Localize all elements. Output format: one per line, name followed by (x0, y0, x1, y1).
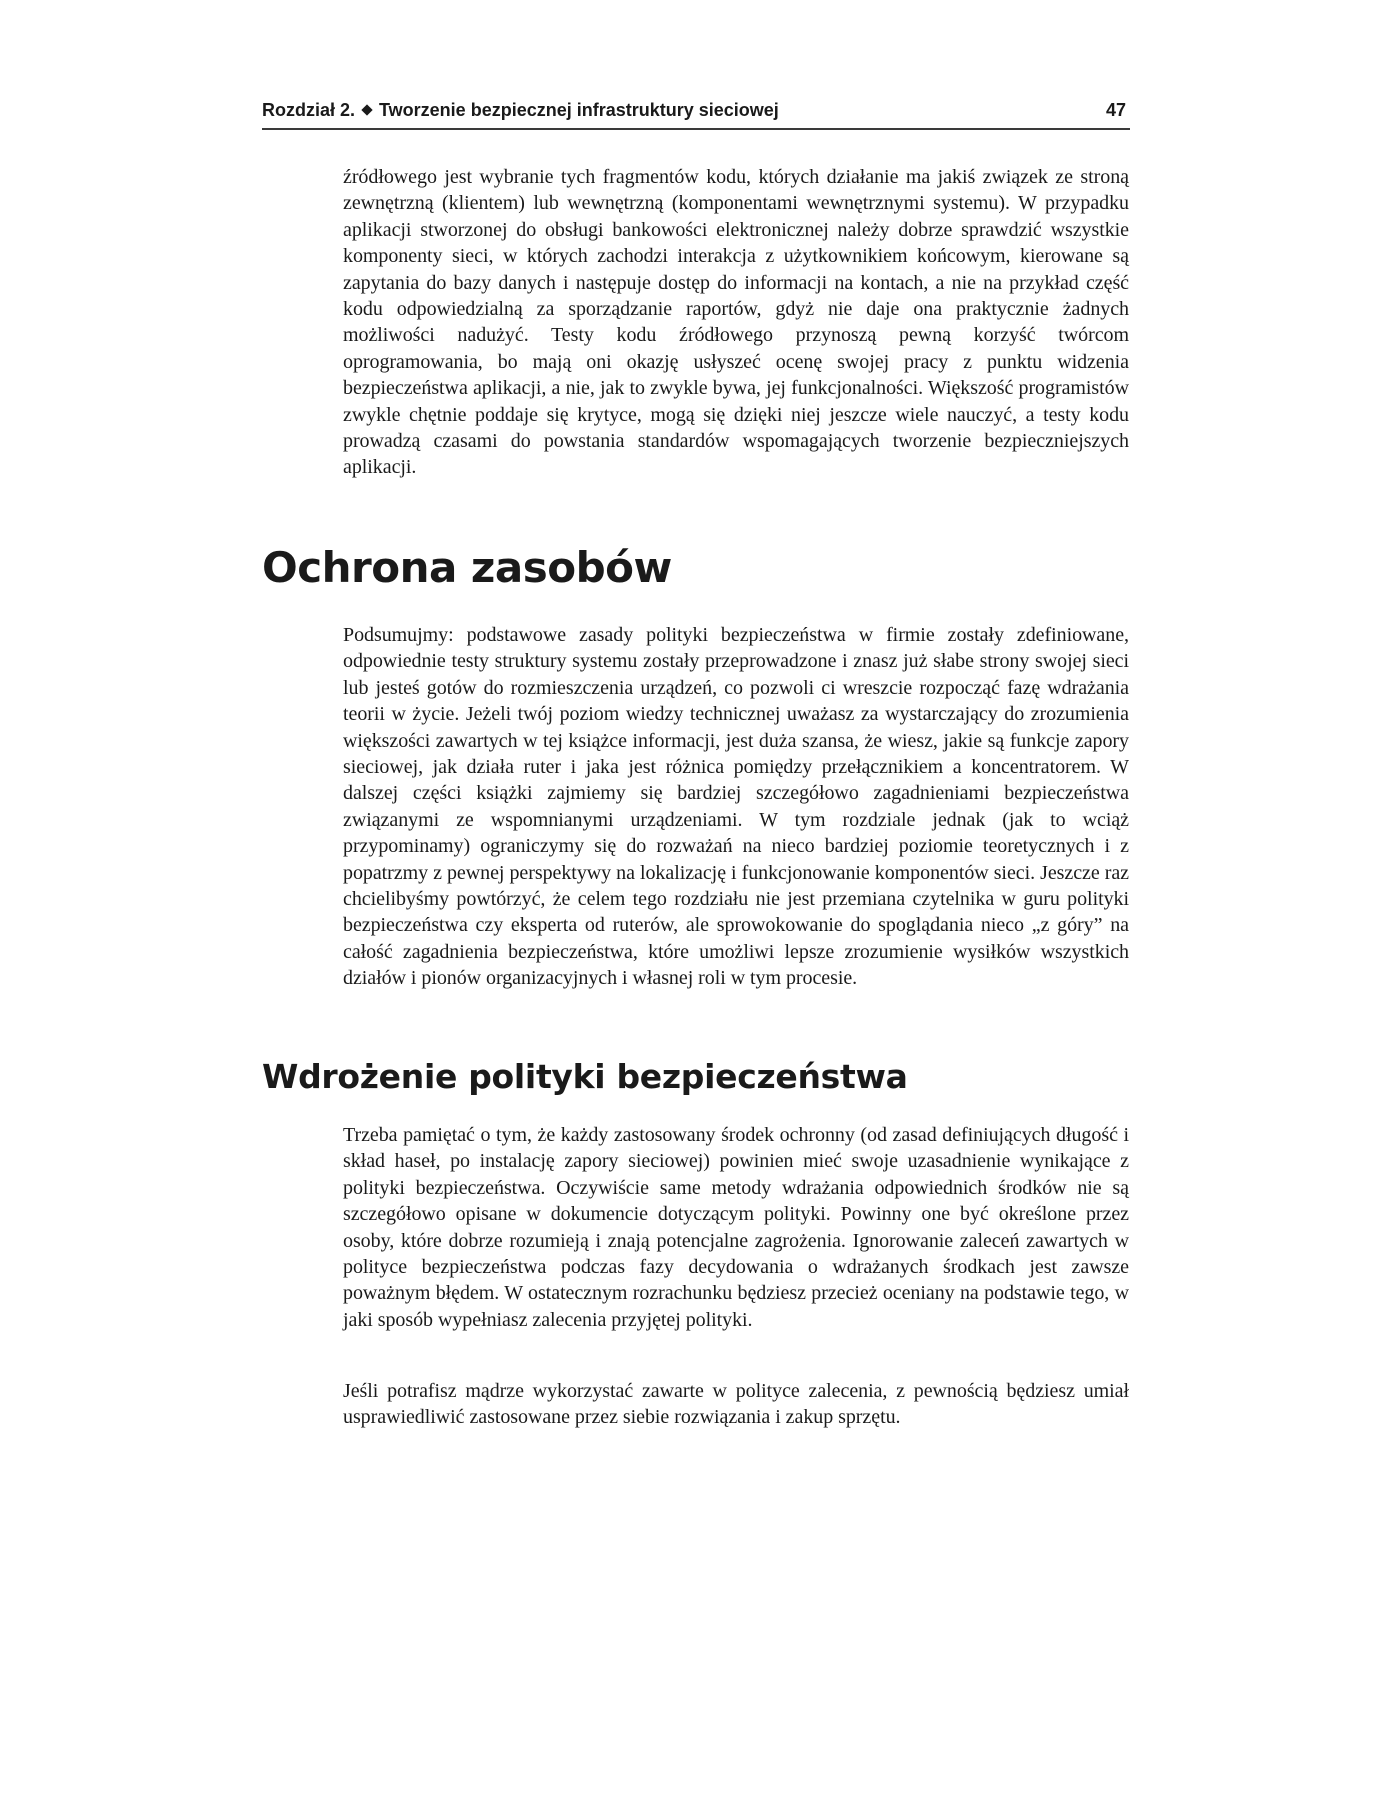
section2-paragraph-2: Jeśli potrafisz mądrze wykorzystać zawarte w polityce zalecenia, z pewnością będziesz umiał usprawiedliwić zastosowane przez siebie rozwiązania i zakup sprzętu. (343, 1380, 1129, 1429)
section1-paragraph: Podsumujmy: podstawowe zasady polityki bezpieczeństwa w firmie zostały zdefiniowane, odpowiednie testy struktury systemu zostały przeprowadzone i znasz już słabe strony swojej sieci lub jesteś gotów do rozmieszczenia urządzeń, co pozwoli ci wreszcie rozpocząć fazę wdrażania teorii w życie. Jeżeli twój poziom wiedzy technicznej uważasz za wystarczający do zrozumienia większości zawartych w tej książce informacji, jest duża szansa, że wiesz, jakie są funkcje zapory sieciowej, jak działa ruter i jaka jest różnica pomiędzy przełącznikiem a koncentratorem. W dalszej części książki zajmiemy się bardziej szczegółowo zagadnieniami bezpieczeństwa związanymi ze wspomnianymi urządzeniami. W tym rozdziale jednak (jak to wciąż przypominamy) ograniczymy się do rozważań na nieco bardziej poziomie teoretycznych i z popatrzmy z pewnej perspektywy na lokalizację i funkcjonowanie komponentów sieci. Jeszcze raz chcielibyśmy powtórzyć, że celem tego rozdziału nie jest przemiana czytelnika w guru polityki bezpieczeństwa czy eksperta od ruterów, ale sprowokowanie do spoglądania nieco „z góry” na całość zagadnienia bezpieczeństwa, które umożliwi lepsze zrozumienie wysiłków wszystkich działów i pionów organizacyjnych i własnej roli w tym procesie. (343, 624, 1129, 990)
section-heading-wdrozenie-polityki: Wdrożenie polityki bezpieczeństwa (262, 1057, 908, 1096)
chapter-title: Tworzenie bezpiecznej infrastruktury sieciowej (379, 100, 779, 120)
running-header (262, 98, 1130, 130)
diamond-separator-icon (361, 105, 372, 116)
section2-paragraph-1: Trzeba pamiętać o tym, że każdy zastosowany środek ochronny (od zasad definiujących długość i skład haseł, po instalację zapory sieciowej) powinien mieć swoje uzasadnienie wynikające z polityki bezpieczeństwa. Oczywiście same metody wdrażania odpowiednich środków nie są szczegółowo opisane w dokumencie dotyczącym polityki. Powinny one być określone przez osoby, które dobrze rozumieją i znają potencjalne zagrożenia. Ignorowanie zaleceń zawartych w polityce bezpieczeństwa podczas fazy decydowania o wdrażanych środkach jest zawsze poważnym błędem. W ostatecznym rozrachunku będziesz przecież oceniany na podstawie tego, w jaki sposób wypełniasz zalecenia przyjętej polityki. (343, 1124, 1129, 1331)
intro-paragraph: źródłowego jest wybranie tych fragmentów kodu, których działanie ma jakiś związek ze stroną zewnętrzną (klientem) lub wewnętrzną (komponentami wewnętrznymi systemu). W przypadku aplikacji stworzonej do obsługi bankowości elektronicznej należy dobrze sprawdzić wszystkie komponenty sieci, w których zachodzi interakcja z użytkownikiem końcowym, kierowane są zapytania do bazy danych i następuje dostęp do informacji na kontach, a nie na przykład część kodu odpowiedzialną za sporządzanie raportów, gdyż nie daje ona praktycznie żadnych możliwości nadużyć. Testy kodu źródłowego przynoszą pewną korzyść twórcom oprogramowania, bo mają oni okazję usłyszeć ocenę swojej pracy z punktu widzenia bezpieczeństwa aplikacji, a nie, jak to zwykle bywa, jej funkcjonalności. Większość programistów zwykle chętnie poddaje się krytyce, mogą się dzięki niej jeszcze wiele nauczyć, a testy kodu prowadzą czasami do powstania standardów wspomagających tworzenie bezpieczniejszych aplikacji. (343, 166, 1129, 479)
chapter-label: Rozdział 2. (262, 100, 356, 120)
section-heading-ochrona-zasobow: Ochrona zasobów (262, 543, 672, 592)
page-number: 47 (1105, 100, 1126, 120)
header-chapter-title (262, 98, 779, 122)
